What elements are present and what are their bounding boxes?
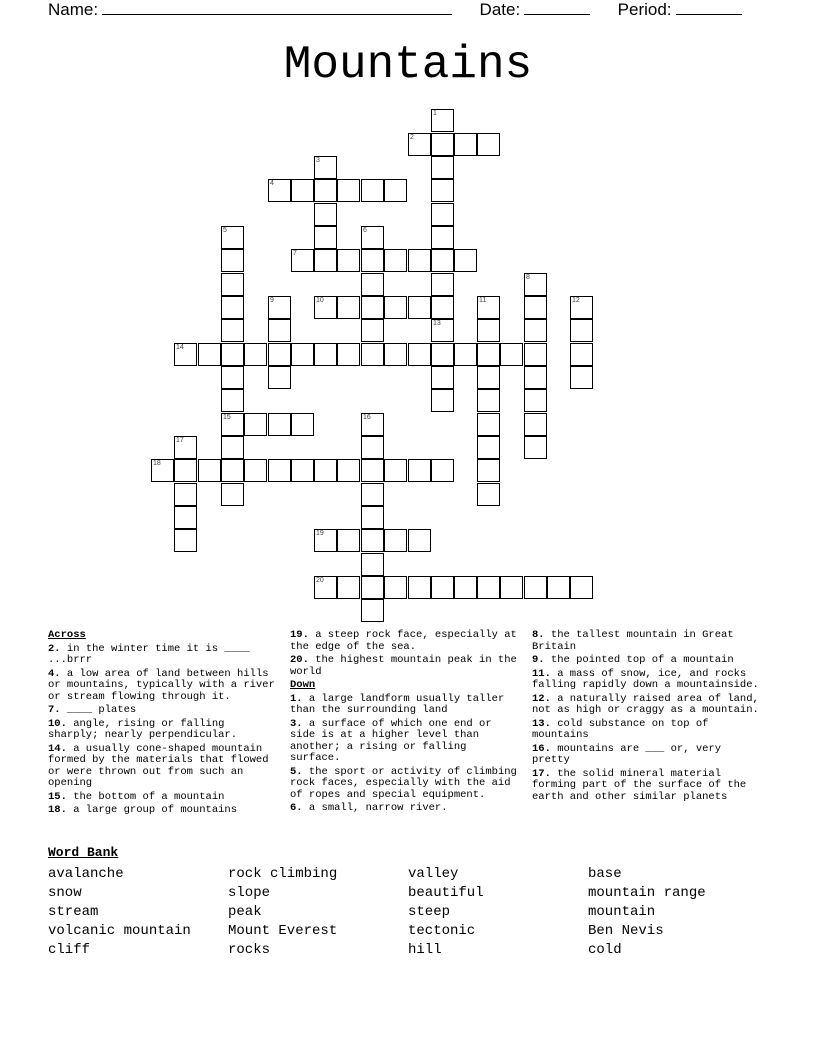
clue-item-text: the pointed top of a mountain [544,654,734,666]
crossword-cell[interactable] [477,389,500,412]
crossword-cell[interactable] [291,459,314,482]
crossword-cell[interactable] [198,459,221,482]
crossword-cell[interactable] [314,296,337,319]
crossword-cell[interactable] [221,436,244,459]
down-clue-list-continued [532,630,764,803]
crossword-cell[interactable] [431,109,454,132]
crossword-cell[interactable] [431,226,454,249]
crossword-cell[interactable] [408,296,431,319]
crossword-cell[interactable] [524,296,547,319]
crossword-cell[interactable] [221,226,244,249]
crossword-cell[interactable] [477,296,500,319]
crossword-cell[interactable] [477,483,500,506]
crossword-cell[interactable] [361,413,384,436]
crossword-cell[interactable] [500,576,523,599]
clue-item-number: 7. [48,704,61,716]
crossword-cell[interactable] [431,366,454,389]
clue-item-text: the highest mountain peak in the world [290,654,517,678]
crossword-cell[interactable] [477,366,500,389]
crossword-cell[interactable] [361,296,384,319]
word-bank-item: valley [408,866,459,882]
clue-item [290,655,522,678]
clue-item [48,705,280,717]
crossword-cell[interactable] [408,133,431,156]
clue-number: 5 [223,227,227,234]
clue-item-text: angle, rising or falling sharply; nearly perpendicular. [48,717,238,741]
clue-item [48,719,280,742]
word-bank-title: Word Bank [48,845,119,860]
crossword-cell[interactable] [431,249,454,272]
crossword-cell[interactable] [361,459,384,482]
crossword-cell[interactable] [408,249,431,272]
word-bank-item: beautiful [408,885,484,901]
crossword-cell[interactable] [477,343,500,366]
clue-number: 9 [270,297,274,304]
crossword-cell[interactable] [524,319,547,342]
crossword-cell[interactable] [361,319,384,342]
clue-number: 19 [316,530,324,537]
crossword-cell[interactable] [337,343,360,366]
clue-item-number: 4. [48,667,61,680]
clue-item-number: 3. [290,717,303,730]
crossword-cell[interactable] [174,529,197,552]
clue-item [532,655,764,667]
clue-item-text: mountains are ___ or, very pretty [532,742,722,766]
clue-number: 20 [316,577,324,584]
crossword-cell[interactable] [500,343,523,366]
clue-number: 10 [316,297,324,304]
clue-number: 14 [176,344,184,351]
word-bank-item: Mount Everest [228,923,338,939]
crossword-cell[interactable] [361,529,384,552]
crossword-cell[interactable] [431,179,454,202]
clue-number: 13 [433,320,441,327]
crossword-cell[interactable] [477,576,500,599]
crossword-cell[interactable] [431,156,454,179]
crossword-cell[interactable] [408,343,431,366]
crossword-cell[interactable] [221,459,244,482]
crossword-cell[interactable] [431,133,454,156]
clue-item-number: 13. [532,717,551,730]
crossword-cell[interactable] [570,366,593,389]
crossword-cell[interactable] [174,459,197,482]
clue-item-number: 5. [290,765,303,778]
crossword-cell[interactable] [291,343,314,366]
clue-item-text: cold substance on top of mountains [532,717,709,741]
crossword-cell[interactable] [454,576,477,599]
clue-item [48,644,280,667]
clue-item [532,694,764,717]
crossword-cell[interactable] [361,483,384,506]
word-bank-item: rocks [228,942,271,958]
clue-item-text: in the winter time it is ____ ...brrr [48,642,250,666]
word-bank-item: volcanic mountain [48,923,191,939]
clue-number: 1 [433,110,437,117]
page-title: Mountains [283,39,533,91]
crossword-cell[interactable] [268,343,291,366]
clue-item [290,630,522,653]
clue-item-number: 10. [48,717,67,730]
word-bank-item: mountain range [588,885,706,901]
crossword-cell[interactable] [291,179,314,202]
crossword-cell[interactable] [431,203,454,226]
crossword-cell[interactable] [198,343,221,366]
crossword-cell[interactable] [384,296,407,319]
clue-item-number: 11. [532,667,551,680]
crossword-cell[interactable] [337,459,360,482]
crossword-cell[interactable] [268,319,291,342]
crossword-cell[interactable] [384,576,407,599]
crossword-cell[interactable] [221,343,244,366]
crossword-cell[interactable] [384,343,407,366]
word-bank-item: hill [408,942,442,958]
crossword-cell[interactable] [314,203,337,226]
crossword-cell[interactable] [268,459,291,482]
crossword-cell[interactable] [547,576,570,599]
clue-number: 12 [572,297,580,304]
clue-item [290,803,522,815]
crossword-cell[interactable] [570,343,593,366]
crossword-cell[interactable] [244,459,267,482]
crossword-cell[interactable] [221,273,244,296]
crossword-cell[interactable] [524,343,547,366]
date-label: Date: [479,0,521,19]
crossword-cell[interactable] [337,576,360,599]
crossword-cell[interactable] [431,343,454,366]
name-label: Name: [48,0,99,19]
crossword-cell[interactable] [477,459,500,482]
crossword-cell[interactable] [268,179,291,202]
crossword-cell[interactable] [337,179,360,202]
crossword-cell[interactable] [314,529,337,552]
clue-number: 15 [223,414,231,421]
crossword-cell[interactable] [361,249,384,272]
clue-item-number: 17. [532,767,551,780]
clues-column-2 [290,630,522,817]
crossword-cell[interactable] [524,436,547,459]
word-bank-list [48,866,788,959]
clue-item-text: a mass of snow, ice, and rocks falling rapidly down a mountainside. [532,667,759,691]
clue-number: 4 [270,180,274,187]
crossword-cell[interactable] [244,343,267,366]
clue-item-text: a naturally raised area of land, not as high or craggy as a mountain. [532,692,759,716]
crossword-cell[interactable] [268,296,291,319]
crossword-cell[interactable] [221,366,244,389]
clue-item [48,744,280,790]
crossword-cell[interactable] [314,459,337,482]
word-bank-item: peak [228,904,262,920]
clue-item-number: 9. [532,654,545,666]
crossword-cell[interactable] [384,459,407,482]
clue-item-number: 19. [290,629,309,641]
crossword-cell[interactable] [221,389,244,412]
clue-item [532,630,764,653]
clue-item-number: 20. [290,654,309,666]
clue-item-text: a low area of land between hills or mountains, typically with a river or stream flowing through it. [48,667,275,703]
clues-column-3 [532,630,764,805]
crossword-cell[interactable] [570,576,593,599]
clue-item [290,719,522,765]
crossword-cell[interactable] [361,436,384,459]
clue-item-number: 15. [48,790,67,803]
down-heading: Down [290,679,316,691]
clue-number: 11 [479,297,487,304]
crossword-cell[interactable] [408,459,431,482]
clue-number: 8 [526,274,530,281]
word-bank-item: slope [228,885,271,901]
clue-item-text: the tallest mountain in Great Britain [532,629,734,653]
word-bank-item: rock climbing [228,866,338,882]
crossword-cell[interactable] [384,529,407,552]
crossword-cell[interactable] [431,319,454,342]
clue-item-number: 8. [532,629,545,641]
crossword-cell[interactable] [361,273,384,296]
crossword-cell[interactable] [174,483,197,506]
clue-number: 2 [410,134,414,141]
crossword-cell[interactable] [268,413,291,436]
across-clue-list [48,644,280,817]
clue-item-number: 12. [532,692,551,705]
clue-item [48,805,280,817]
clue-item [532,769,764,804]
clue-number: 3 [316,157,320,164]
crossword-cell[interactable] [174,343,197,366]
crossword-cell[interactable] [384,249,407,272]
crossword-cell[interactable] [221,413,244,436]
crossword-cell[interactable] [314,226,337,249]
clue-number: 17 [176,437,184,444]
crossword-cell[interactable] [314,576,337,599]
clue-item-text: a usually cone-shaped mountain formed by the materials that flowed or were thrown out from such an opening [48,742,269,789]
crossword-cell[interactable] [384,179,407,202]
crossword-cell[interactable] [174,436,197,459]
crossword-cell[interactable] [314,156,337,179]
crossword-cell[interactable] [454,133,477,156]
word-bank-item: mountain [588,904,656,920]
clue-number: 6 [363,227,367,234]
crossword-cell[interactable] [431,459,454,482]
crossword-cell[interactable] [408,529,431,552]
word-bank-item: snow [48,885,82,901]
clue-item-number: 14. [48,742,67,755]
crossword-cell[interactable] [291,413,314,436]
clue-item-text: a small, narrow river. [302,802,448,814]
crossword-cell[interactable] [570,296,593,319]
word-bank-item: tectonic [408,923,476,939]
clue-item-text: a surface of which one end or side is at a higher level than another; a rising or falling surface. [290,717,492,764]
period-label: Period: [617,0,672,19]
word-bank-item: avalanche [48,866,124,882]
clue-item-number: 16. [532,742,551,755]
word-bank-item: base [588,866,622,882]
crossword-cell[interactable] [337,249,360,272]
crossword-cell[interactable] [431,296,454,319]
word-bank-item: stream [48,904,99,920]
clue-item-number: 1. [290,692,303,705]
word-bank [48,845,788,959]
crossword-cell[interactable] [477,413,500,436]
clue-item [48,669,280,704]
clue-item-text: the solid mineral material forming part of the surface of the earth and other similar planets [532,767,747,803]
down-clue-list [290,694,522,815]
crossword-cell[interactable] [361,179,384,202]
word-bank-item: steep [408,904,451,920]
crossword-cell[interactable] [361,343,384,366]
clue-item [532,669,764,692]
word-bank-item: cold [588,942,622,958]
clue-number: 7 [293,250,297,257]
clue-item-number: 2. [48,642,61,655]
crossword-cell[interactable] [524,413,547,436]
crossword-cell[interactable] [221,249,244,272]
clue-item-number: 6. [290,802,303,814]
clue-number: 18 [153,460,161,467]
crossword-cell[interactable] [221,296,244,319]
clue-item-text: the bottom of a mountain [66,790,225,803]
clue-item-text: a large group of mountains [66,804,238,816]
crossword-cell[interactable] [361,506,384,529]
across-heading: Across [48,629,86,641]
clue-item-text: the sport or activity of climbing rock faces, especially with the aid of ropes and special equipment. [290,765,517,801]
clues-column-1 [48,630,280,819]
crossword-cell[interactable] [361,226,384,249]
word-bank-item: cliff [48,942,91,958]
across-clue-list-continued [290,630,522,678]
crossword-cell[interactable] [570,319,593,342]
crossword-cell[interactable] [524,273,547,296]
crossword-cell[interactable] [431,389,454,412]
clue-item-text: ____ plates [60,704,137,716]
clue-item [290,694,522,717]
crossword-cell[interactable] [408,576,431,599]
crossword-cell[interactable] [477,319,500,342]
clue-item [290,767,522,802]
crossword-cell[interactable] [524,366,547,389]
crossword-cell[interactable] [314,249,337,272]
crossword-cell[interactable] [524,576,547,599]
crossword-cell[interactable] [454,343,477,366]
crossword-cell[interactable] [151,459,174,482]
crossword-cell[interactable] [361,553,384,576]
crossword-cell[interactable] [361,576,384,599]
crossword-cell[interactable] [477,133,500,156]
crossword-cell[interactable] [454,249,477,272]
clue-item [532,719,764,742]
crossword-cell[interactable] [221,319,244,342]
crossword-cell[interactable] [314,343,337,366]
clue-item [48,792,280,804]
crossword-cell[interactable] [361,599,384,622]
crossword-cell[interactable] [244,413,267,436]
clue-item-text: a large landform usually taller than the surrounding land [290,692,505,716]
crossword-cell[interactable] [477,436,500,459]
clue-item-number: 18. [48,804,67,816]
crossword-cell[interactable] [174,506,197,529]
crossword-cell[interactable] [314,179,337,202]
clue-item-text: a steep rock face, especially at the edge of the sea. [290,629,517,653]
crossword-cell[interactable] [524,389,547,412]
crossword-cell[interactable] [431,273,454,296]
clue-number: 16 [363,414,371,421]
crossword-cell[interactable] [268,366,291,389]
clue-item [532,744,764,767]
crossword-cell[interactable] [291,249,314,272]
word-bank-item: Ben Nevis [588,923,664,939]
crossword-cell[interactable] [337,296,360,319]
crossword-cell[interactable] [337,529,360,552]
crossword-cell[interactable] [431,576,454,599]
crossword-cell[interactable] [221,483,244,506]
